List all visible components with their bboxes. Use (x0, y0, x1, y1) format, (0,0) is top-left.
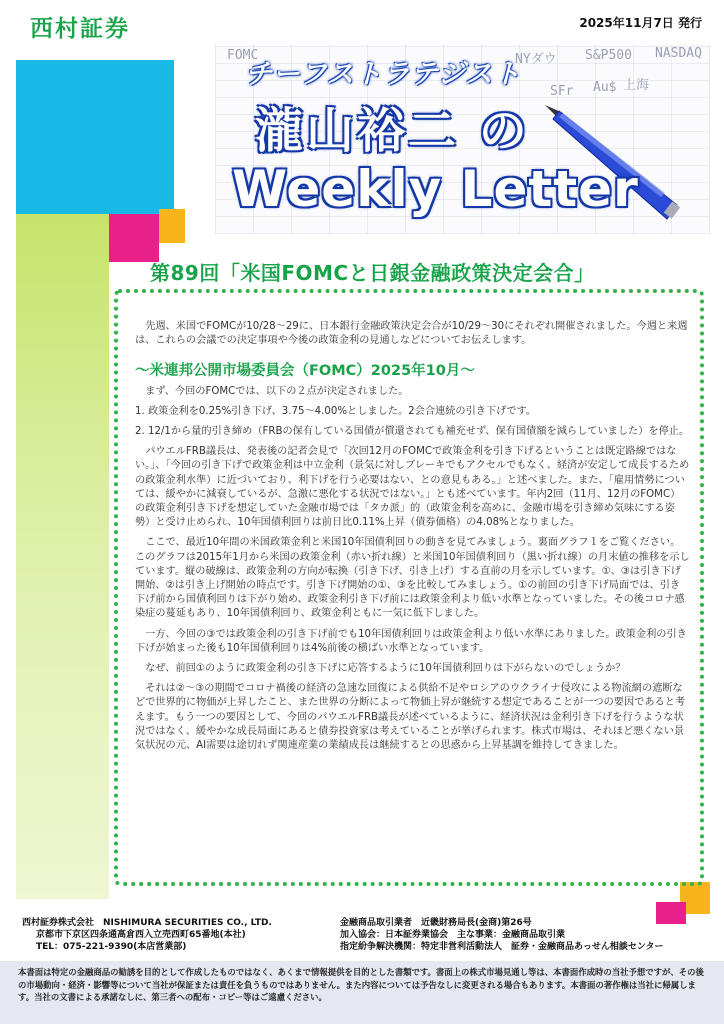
decision-item-2: 2. 12/1から量的引き締め（FRBの保有している国債が償還されても補充せず、保有国債額を減らしていました）を停止。 (135, 426, 690, 438)
hero-label: SFr (550, 84, 574, 99)
article-body (135, 320, 690, 759)
registration-info (340, 917, 664, 953)
paragraph: それは②～③の期間でコロナ禍後の経済の急速な回復による供給不足やロシアのウクライナ侵攻による物流網の遮断などで世界的に物価が上昇したこと、また世界の分断によって物価上昇が継続する想定であることが一つの要因であると考えます。もう一つの要因として、今回のパウエルFRB議長が述べているように、経済状況は金利引き下げを行うような状況ではなく、緩やかな成長局面にあると債券投資家は考えていることが挙げられます。株式市場は、それほど悪くない景気状況の元、AI需要は途切れず関連産業の業績成長は継続するとの思惑から上昇基調を維持してきました。 (135, 683, 686, 752)
paragraph: なぜ、前回①のように政策金利の引き下げに応答するように10年国債利回りは下がらないのでしょうか？ (145, 663, 626, 675)
paragraph: ここで、最近10年間の米国政策金利と米国10年国債利回りの動きを見てみましょう。裏面グラフ１をご覧ください。このグラフは2015年1月から米国の政策金利（赤い折れ線）と米国10年国債利回り（黒い折れ線）の月末値の推移を示しています。縦の破線は、政策金利の方向が転換（引き下げ、引き上げ）する直前の月を示しています。①、③は引き下げ開始、②は引き上げ開始の時点です。引き下げ開始の①、③を比較してみましょう。①の前回の引き下げ局面では、引き下げ前から国債利回りは下がり始め、政策金利引き下げ前には政策金利より低い水準となっていました。その後コロナ感染症の蔓延もあり、10年国債利回り、政策金利ともに一気に低下しました。 (135, 537, 690, 620)
decor-yellow-block (159, 209, 185, 243)
disclaimer-bar (0, 961, 724, 1024)
intro-paragraph: 先週、米国でFOMCが10/28～29に、日本銀行金融政策決定会合が10/29～30にそれぞれ開催されました。今週と来週は、これらの会議での決定事項や今後の政策金利の見通しなどについてお伝えします。 (135, 321, 688, 347)
author-name: 瀧山裕二 の (255, 103, 530, 159)
publication-title: Weekly Letter (232, 160, 639, 218)
hero-label: 上海 (623, 78, 650, 93)
registration-line: 指定紛争解決機関：特定非営利活動法人 証券・金融商品あっせん相談センター (340, 942, 664, 952)
hero-label: Au$ (593, 80, 617, 95)
section-heading: ～米連邦公開市場委員会（FOMC）2025年10月～ (135, 363, 475, 380)
paragraph: パウエルFRB議長は、発表後の記者会見で「次回12月のFOMCで政策金利を引き下げるということは既定路線ではない。」、「今回の引き下げで政策金利は中立金利（景気に対しブレーキでもアクセルでもなく、経済が安定して成長するための政策金利水準）に近づいており、利下げを行う必要はない、との意見もある。」と述べました。また、「雇用情勢については、緩やかに減衰しているが、急激に悪化する状況ではない。」とも述べています。年内2回（11月、12月のFOMC）の政策金利引き下げを想定していた金融市場では「タカ派」的（政策金利を高めに、金融市場を引き締め気味にする姿勢）と受け止められ、10年国債利回りは前日比0.11%上昇（債券価格）の4.08%となりました。 (135, 446, 690, 529)
hero-label: NASDAQ (655, 46, 702, 61)
decor-cyan-block (16, 60, 174, 220)
registration-line: 加入協会：日本証券業協会 主な事業：金融商品取引業 (340, 930, 566, 940)
article-title: 第89回「米国FOMCと日銀金融政策決定会合」 (150, 261, 595, 285)
disclaimer-text: 本書面は特定の金融商品の勧誘を目的として作成したものではなく、あくまで情報提供を目的とした書類です。書面上の株式市場見通し等は、本書面作成時の当社予想ですが、その後の市場動向・経済・影響等について当社が保証または責任を負うものではありません。また内容については予告なしに変更される場合もあります。本書面の著作権は当社に帰属します。当社の文書による承諾なしに、第三者への配布・コピー等はご遠慮ください。 (18, 967, 704, 1002)
issue-date: 2025年11月7日 発行 (579, 16, 702, 30)
paragraph: 一方、今回の③では政策金利の引き下げ前でも10年国債利回りは政策金利より低い水準にありました。政策金利の引き下げが始まった後も10年国債利回りは4%前後の横ばい水準となっています。 (135, 628, 687, 654)
hero-label: S&P500 (585, 48, 632, 63)
hero-label: FOMC (227, 48, 259, 63)
decision-item-1: 1. 政策金利を0.25%引き下げ、3.75～4.00%としました。2会合連続の引き下げです。 (135, 405, 537, 417)
company-info (22, 917, 272, 953)
decor-magenta-block (109, 214, 159, 262)
decor-lime-block (16, 214, 109, 899)
registration-line: 金融商品取引業者 近畿財務局長(金商)第26号 (340, 918, 532, 928)
paragraph: まず、今回のFOMCでは、以下の２点が決定されました。 (145, 385, 409, 397)
company-tel: TEL：075-221-9390(本店営業部) (36, 942, 187, 952)
company-name: 西村証券株式会社 NISHIMURA SECURITIES CO., LTD. (22, 918, 272, 928)
author-subtitle: チーフストラテジスト (245, 59, 522, 90)
hero-label: NYダウ (515, 52, 557, 67)
company-logo: 西村証券 (30, 16, 130, 42)
company-address: 京都市下京区四条通高倉西入立売西町65番地(本社) (36, 930, 246, 940)
